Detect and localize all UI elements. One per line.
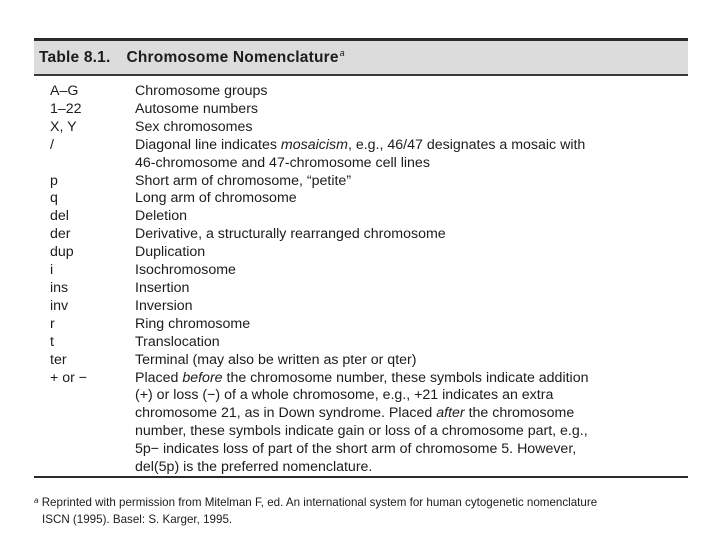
row-symbol: dup [50, 244, 74, 261]
row-definition: Terminal (may also be written as pter or qter) [135, 351, 417, 368]
row-symbol: der [50, 226, 71, 243]
footnote-marker: a [34, 496, 39, 505]
row-definition: 5p− indicates loss of part of the short arm of chromosome 5. However, [135, 441, 577, 458]
footnote-line-1 [34, 492, 694, 511]
row-definition: Long arm of chromosome [135, 190, 297, 207]
table-row [50, 119, 680, 137]
header-rule [34, 74, 688, 76]
row-definition: Sex chromosomes [135, 118, 253, 135]
row-symbol: del [50, 208, 69, 225]
row-symbol: q [50, 190, 58, 207]
row-symbol [50, 459, 135, 477]
row-definition: chromosome 21, as in Down syndrome. Placed after the chromosome [135, 405, 575, 422]
title-footnote-marker: a [339, 48, 345, 58]
row-definition: Isochromosome [135, 262, 236, 279]
row-definition: del(5p) is the preferred nomenclature. [135, 459, 373, 476]
table-row-continuation [50, 155, 680, 173]
table-row-continuation [50, 441, 680, 459]
table-row [50, 226, 680, 244]
row-symbol: r [50, 315, 55, 332]
table-row-continuation [50, 459, 680, 477]
row-symbol: / [50, 136, 54, 153]
table-number: Table 8.1. [39, 49, 111, 66]
footnote [34, 492, 694, 528]
row-symbol [50, 441, 135, 459]
row-definition: Chromosome groups [135, 83, 268, 99]
row-definition: Deletion [135, 208, 188, 225]
table-row [50, 298, 680, 316]
table-row [50, 137, 680, 155]
footnote-text-1: Reprinted with permission from Mitelman F, ed. An international system for human cytogenetic nomenclature [41, 496, 598, 509]
table-row [50, 280, 680, 298]
footnote-line-2: ISCN (1995). Basel: S. Karger, 1995. [42, 513, 233, 526]
row-symbol: X, Y [50, 118, 77, 135]
row-symbol: 1–22 [50, 100, 82, 117]
row-symbol: + or − [50, 369, 88, 386]
row-symbol [50, 405, 135, 423]
table-row [50, 334, 680, 352]
table-row [50, 190, 680, 208]
row-symbol: i [50, 262, 54, 279]
table-row-continuation [50, 423, 680, 441]
row-symbol [50, 423, 135, 441]
row-definition: Short arm of chromosome, “petite” [135, 172, 352, 189]
row-definition: Translocation [135, 333, 220, 350]
row-definition: Diagonal line indicates mosaicism, e.g., 46/47 designates a mosaic with [135, 136, 586, 153]
row-symbol: p [50, 172, 58, 189]
row-definition: number, these symbols indicate gain or loss of a chromosome part, e.g., [135, 423, 588, 440]
table-row-continuation [50, 405, 680, 423]
row-symbol: ins [50, 279, 69, 296]
table-row [50, 208, 680, 226]
table-row [50, 262, 680, 280]
row-definition: Autosome numbers [135, 100, 259, 117]
row-definition: (+) or loss (−) of a whole chromosome, e.g., +21 indicates an extra [135, 387, 554, 404]
table-row [50, 244, 680, 262]
table-row-continuation [50, 387, 680, 405]
row-symbol: t [50, 333, 54, 350]
title-band [34, 41, 688, 74]
table-row [50, 352, 680, 370]
table-row [50, 316, 680, 334]
row-definition: Ring chromosome [135, 315, 251, 332]
row-definition: Inversion [135, 297, 193, 314]
table-row [50, 83, 680, 101]
bottom-rule [34, 476, 688, 478]
table-row [50, 101, 680, 119]
row-definition: 46-chromosome and 47-chromosome cell lines [135, 154, 430, 171]
row-symbol: inv [50, 297, 69, 314]
row-definition: Duplication [135, 244, 206, 261]
row-symbol: ter [50, 351, 67, 368]
table-title-text: Chromosome Nomenclature [126, 49, 339, 66]
row-definition: Placed before the chromosome number, these symbols indicate addition [135, 369, 589, 386]
row-symbol [50, 155, 135, 173]
table-row [50, 173, 680, 191]
nomenclature-rows [50, 83, 680, 477]
table-row [50, 370, 680, 388]
row-symbol: A–G [50, 83, 79, 99]
table-title [39, 48, 345, 67]
row-definition: Derivative, a structurally rearranged chromosome [135, 226, 446, 243]
row-symbol [50, 387, 135, 405]
row-definition: Insertion [135, 279, 190, 296]
